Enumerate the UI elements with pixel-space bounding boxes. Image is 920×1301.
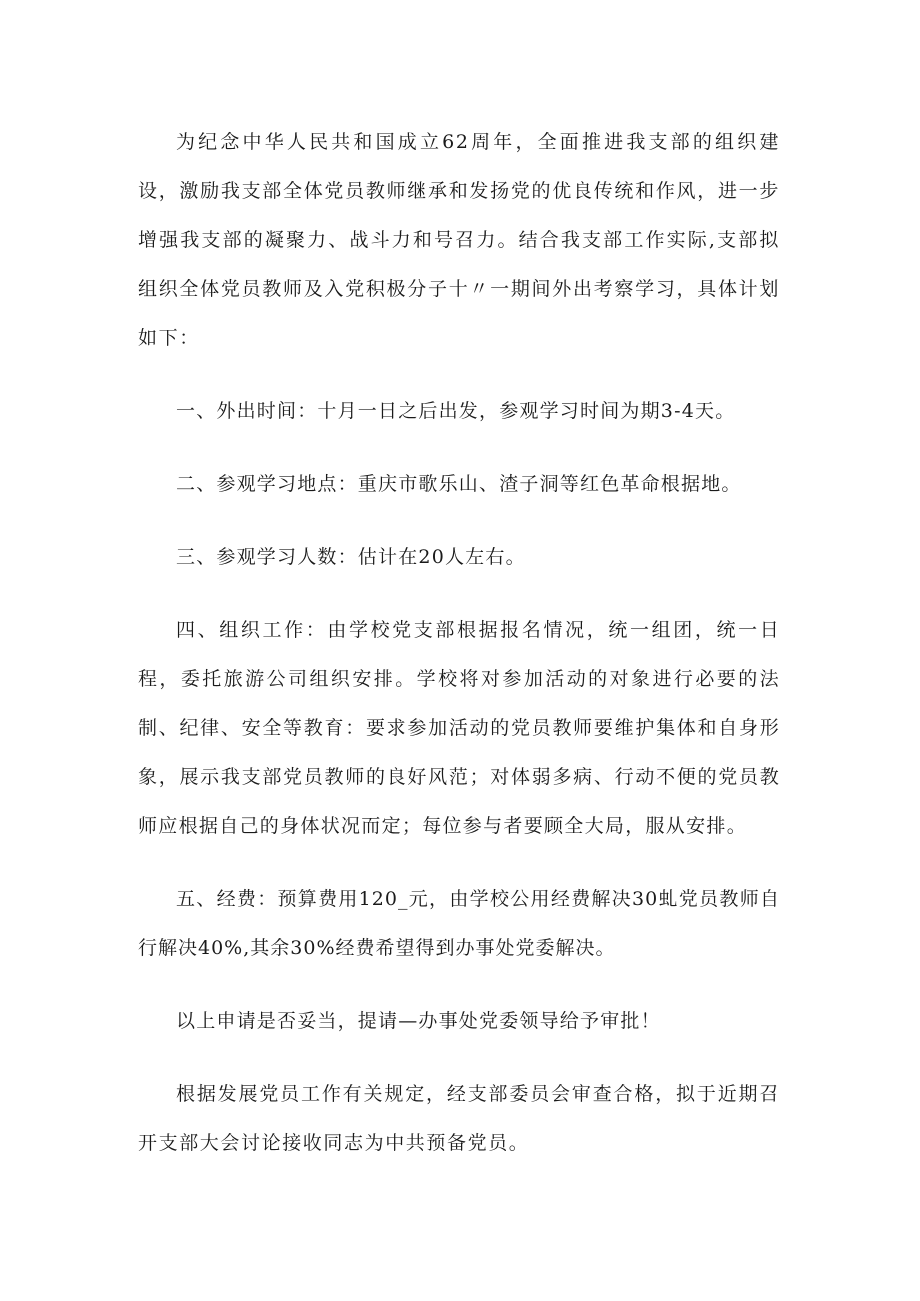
paragraph-headcount: 三、参观学习人数：估计在20人左右。 bbox=[176, 546, 526, 568]
paragraph-request: 以上申请是否妥当，提请—办事处党委领导给予审批！ bbox=[176, 1010, 661, 1032]
paragraph-funding: 五、经费：预算费用120_元，由学校公用经费解决30虬党员教师自行解决40%,其余30%经费希望得到办事处党委解决。 bbox=[138, 888, 780, 959]
paragraph-location: 二、参观学习地点：重庆市歌乐山、渣子洞等红色革命根据地。 bbox=[176, 473, 742, 495]
paragraph-membership: 根据发展党员工作有关规定，经支部委员会审查合格，拟于近期召开支部大会讨论接收同志为中共预备党员。 bbox=[138, 1083, 780, 1154]
paragraph-time: 一、外出时间：十月一日之后出发，参观学习时间为期3-4天。 bbox=[176, 400, 736, 422]
paragraph-organization: 四、组织工作：由学校党支部根据报名情况，统一组团，统一日程，委托旅游公司组织安排。学校将对参加活动的对象进行必要的法制、纪律、安全等教育：要求参加活动的党员教师要维护集体和自身形象，展示我支部党员教师的良好风范；对体弱多病、行动不便的党员教师应根据自己的身体状况而定；每位参与者要顾全大局，服从安排。 bbox=[138, 619, 780, 837]
paragraph-intro: 为纪念中华人民共和国成立62周年，全面推进我支部的组织建设，激励我支部全体党员教师继承和发扬党的优良传统和作风，进一步增强我支部的凝聚力、战斗力和号召力。结合我支部工作实际,支部拟组织全体党员教师及入党积极分子十〃一期间外出考察学习，具体计划如下： bbox=[138, 131, 780, 349]
document-body bbox=[138, 118, 780, 1192]
